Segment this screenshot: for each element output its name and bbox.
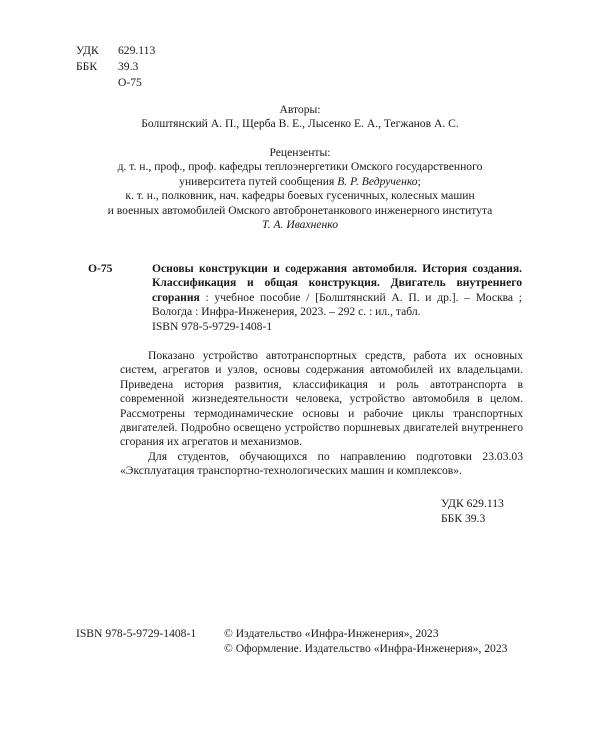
bbk-label: ББК xyxy=(76,60,98,73)
annotation xyxy=(120,349,523,479)
catalog-mark: О-75 xyxy=(88,262,113,275)
reviewer2-line2: и военных автомобилей Омского автобронетанкового инженерного института xyxy=(107,203,493,217)
author-mark-row xyxy=(76,76,155,92)
bottom-udk: УДК 629.113 xyxy=(441,497,504,510)
reviewers-heading: Рецензенты: xyxy=(269,146,331,159)
reviewer2-line1: к. т. н., полковник, нач. кафедры боевых гусеничных, колесных машин xyxy=(125,189,475,203)
copyright-block xyxy=(224,627,507,657)
reviewer1-name: В. Р. Ведрученко xyxy=(337,174,418,188)
audience-paragraph: Для студентов, обучающихся по направлению подготовки 23.03.03 «Эксплуатация транспортно-технологических машин и комплексов». xyxy=(120,449,523,478)
bbk-value: 39.3 xyxy=(118,60,139,73)
reviewers-block xyxy=(0,146,600,232)
catalog-isbn: ISBN 978-5-9729-1408-1 xyxy=(152,320,273,333)
reviewer1-line2: университета путей сообщения В. Р. Ведрученко; xyxy=(179,174,421,188)
authors-names: Болштянский А. П., Щерба В. Е., Лысенко Е. А., Тегжанов А. С. xyxy=(141,117,459,131)
bottom-codes xyxy=(441,497,504,527)
annotation-paragraph: Показано устройство автотранспортных средств, работа их основных систем, агрегатов и узлов, основы содержания автомобилей их владельцами. Приведена история развития, классификация и роль автотранспорта в современной жизнедеятельности человека, устройство автомобиля в целом. Рассмотрены термодинамические основы и рабочие циклы транспортных двигателей. Подробно освещено устройство поршневых двигателей внутреннего сгорания их агрегатов и механизмов. xyxy=(120,349,523,449)
reviewer2-name: Т. А. Ивахненко xyxy=(261,218,339,232)
reviewer1-line1: д. т. н., проф., проф. кафедры теплоэнергетики Омского государственного xyxy=(117,160,483,174)
catalog-entry xyxy=(152,262,522,320)
authors-heading: Авторы: xyxy=(279,103,321,116)
copyright-publisher: © Издательство «Инфра-Инженерия», 2023 xyxy=(224,627,439,640)
bottom-bbk: ББК 39.3 xyxy=(441,512,486,525)
udk-value: 629.113 xyxy=(118,44,156,57)
udk-row xyxy=(76,44,155,60)
book-details: : учебное пособие / [Болштянский А. П. и др.]. – Москва ; Вологда : Инфра-Инженерия, 2023. – 292 с. : ил., табл. xyxy=(152,290,522,319)
classification-codes xyxy=(76,44,155,92)
bbk-row xyxy=(76,60,155,76)
footer-isbn: ISBN 978-5-9729-1408-1 xyxy=(76,627,197,640)
author-mark: О-75 xyxy=(118,76,142,89)
udk-label: УДК xyxy=(76,44,99,57)
authors-block xyxy=(0,103,600,132)
copyright-design: © Оформление. Издательство «Инфра-Инженерия», 2023 xyxy=(224,642,508,655)
book-title: Основы конструкции и содержания автомобиля. История создания. Классификация и общая конструкция. Двигатель внутреннего сгорания xyxy=(152,262,522,304)
